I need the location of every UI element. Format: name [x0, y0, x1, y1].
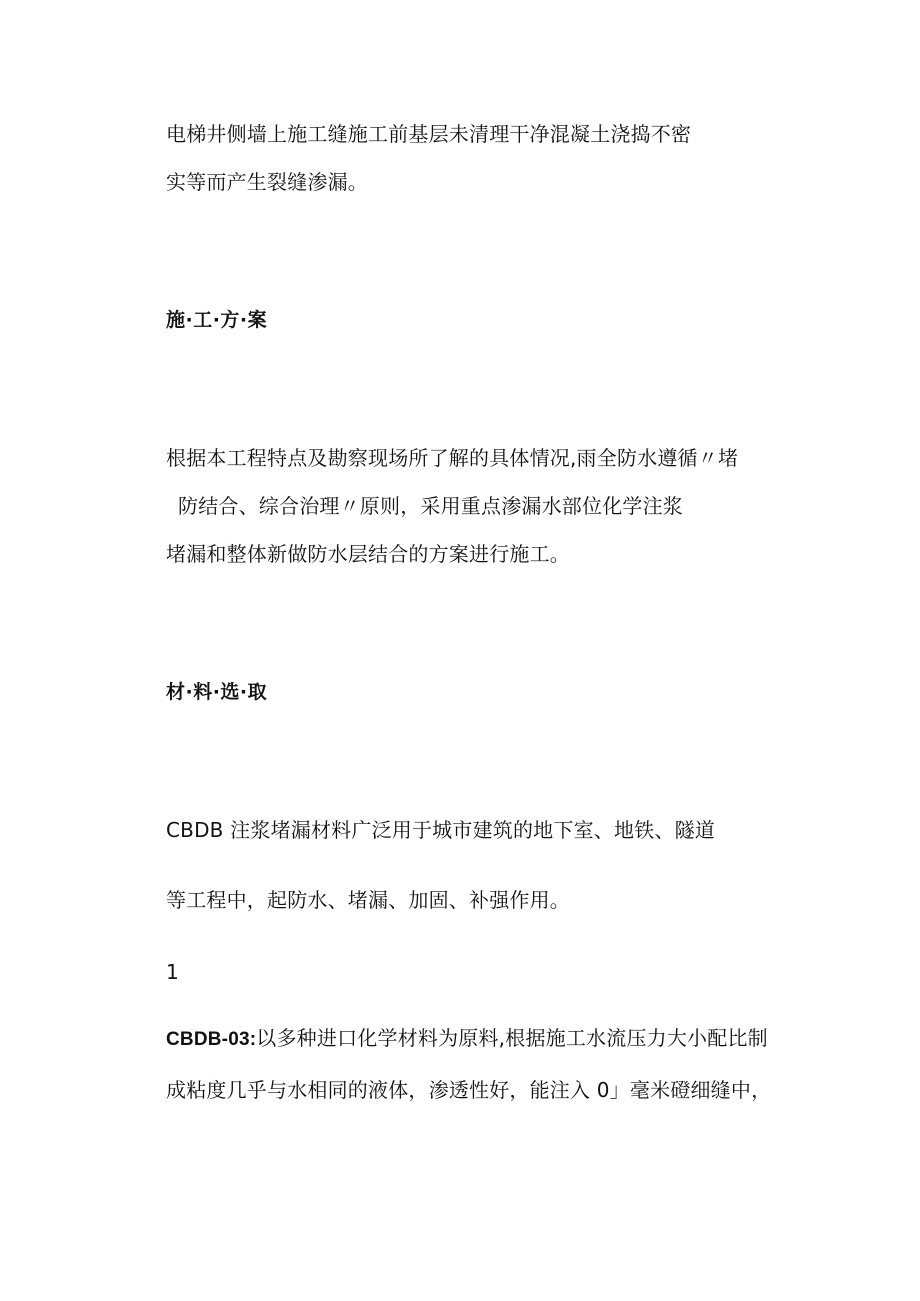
paragraph-4-line-2: 成粘度几乎与水相同的液体，渗透性好，能注入 0」毫米磴细缝中，	[166, 1078, 772, 1102]
paragraph-2-line-3: 堵漏和整体新做防水层结合的方案进行施工。	[166, 542, 570, 566]
paragraph-3-line-2: 等工程中，起防水、堵漏、加固、补强作用。	[166, 888, 570, 912]
material-code: CBDB-03:	[166, 1029, 257, 1050]
paragraph-1-line-2: 实等而产生裂缝渗漏。	[166, 170, 368, 194]
paragraph-1-line-1: 电梯井侧墙上施工缝施工前基层未清理干净混凝土浇捣不密	[166, 122, 692, 146]
construction-plan-heading: 施·工·方·案	[166, 309, 268, 331]
paragraph-4-line-1	[166, 1026, 768, 1052]
material-selection-heading: 材·料·选·取	[166, 681, 268, 703]
paragraph-2-line-1: 根据本工程特点及勘察现场所了解的具体情况,雨全防水遵循〃堵	[166, 446, 739, 470]
paragraph-2-line-2: 防结合、综合治理〃原则，采用重点渗漏水部位化学注浆	[178, 494, 683, 518]
paragraph-4-line-1-text: 以多种进口化学材料为原料,根据施工水流压力大小配比制	[256, 1026, 768, 1050]
paragraph-3-line-1: CBDB 注浆堵漏材料广泛用于城市建筑的地下室、地铁、隧道	[166, 818, 715, 842]
list-number: 1	[166, 960, 179, 984]
